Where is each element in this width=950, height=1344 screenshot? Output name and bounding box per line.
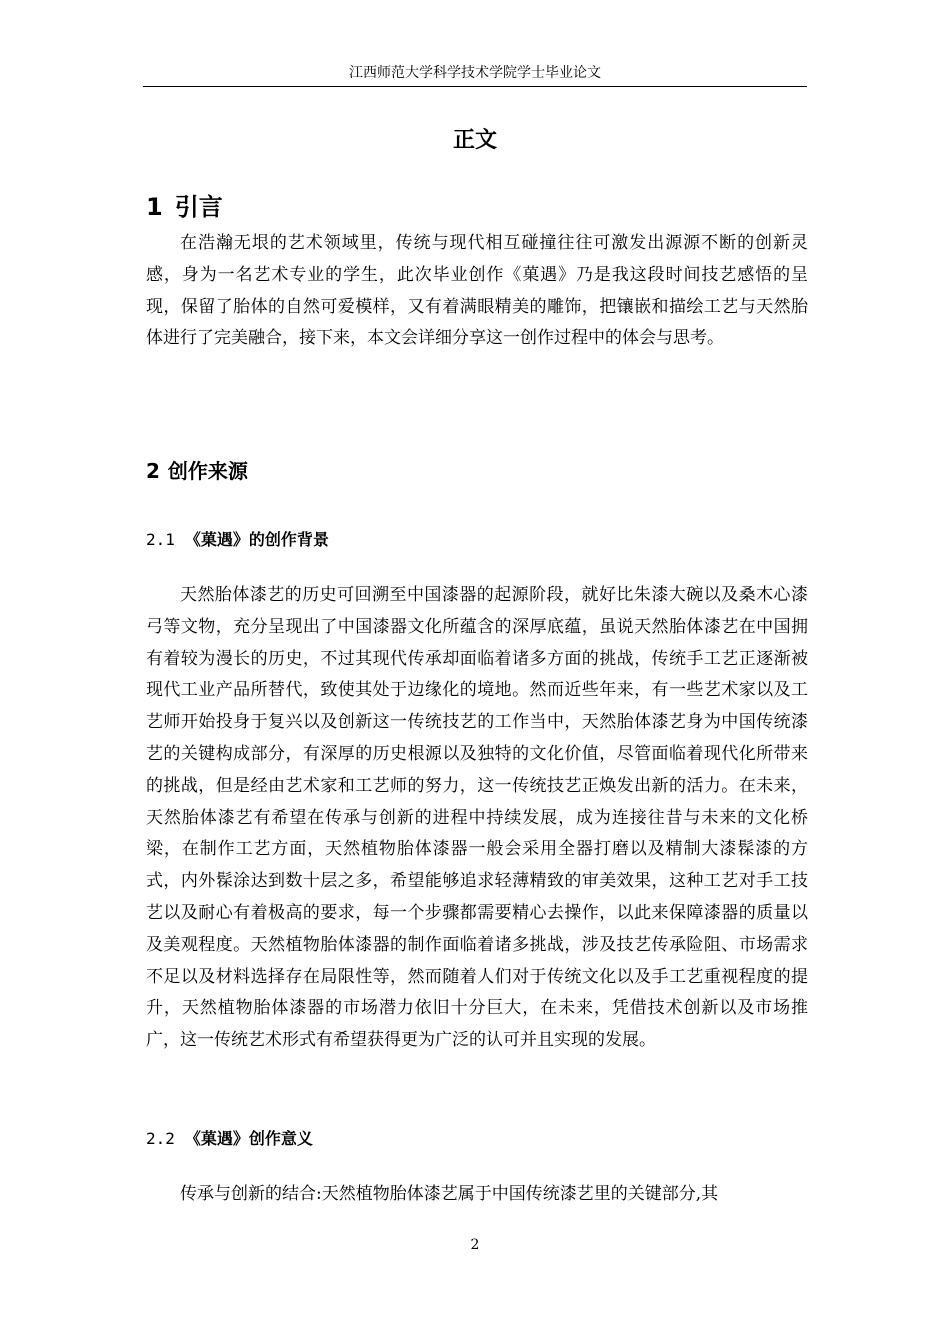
subsection-heading-2-2 — [146, 1127, 313, 1151]
body-paragraph-background: 天然胎体漆艺的历史可回溯至中国漆器的起源阶段，就好比朱漆大碗以及桑木心漆弓等文物，充分呈现出了中国漆器文化所蕴含的深厚底蕴，虽说天然胎体漆艺在中国拥有着较为漫长的历史，不过其现代传承却面临着诸多方面的挑战，传统手工艺正逐渐被现代工业产品所替代，致使其处于边缘化的境地。然而近些年来，有一些艺术家以及工艺师开始投身于复兴以及创新这一传统技艺的工作当中，天然胎体漆艺身为中国传统漆艺的关键构成部分，有深厚的历史根源以及独特的文化价值，尽管面临着现代化所带来的挑战，但是经由艺术家和工艺师的努力，这一传统技艺正焕发出新的活力。在未来，天然胎体漆艺有希望在传承与创新的进程中持续发展，成为连接往昔与未来的文化桥梁，在制作工艺方面，天然植物胎体漆器一般会采用全器打磨以及精制大漆髹漆的方式，内外髹涂达到数十层之多，希望能够追求轻薄精致的审美效果，这种工艺对手工技艺以及耐心有着极高的要求，每一个步骤都需要精心去操作，以此来保障漆器的质量以及美观程度。天然植物胎体漆器的制作面临着诸多挑战，涉及技艺传承险阻、市场需求不足以及材料选择存在局限性等，然而随着人们对于传统文化以及手工艺重视程度的提升，天然植物胎体漆器的市场潜力依旧十分巨大，在未来，凭借技术创新以及市场推广，这一传统艺术形式有希望获得更为广泛的认可并且实现的发展。 — [146, 585, 808, 1051]
subsection-heading-2-1 — [146, 528, 329, 552]
subsection-title: 《菓遇》的创作背景 — [184, 530, 329, 549]
section-title: 引言 — [174, 193, 223, 221]
running-header: 江西师范大学科学技术学院学士毕业论文 — [349, 65, 601, 81]
subsection-number: 2.2 — [146, 1129, 175, 1148]
subsection-number: 2.1 — [146, 530, 175, 549]
header-rule — [143, 86, 807, 87]
section-number: 2 — [146, 459, 160, 483]
body-paragraph-significance: 传承与创新的结合:天然植物胎体漆艺属于中国传统漆艺里的关键部分,其 — [180, 1184, 719, 1204]
subsection-title: 《菓遇》创作意义 — [184, 1129, 313, 1148]
page-title: 正文 — [452, 128, 497, 153]
section-number: 1 — [146, 193, 163, 221]
body-paragraph-intro: 在浩瀚无垠的艺术领域里，传统与现代相互碰撞往往可激发出源源不断的创新灵感，身为一名艺术专业的学生，此次毕业创作《菓遇》乃是我这段时间技艺感悟的呈现，保留了胎体的自然可爱模样，又有着满眼精美的雕饰，把镶嵌和描绘工艺与天然胎体进行了完美融合，接下来，本文会详细分享这一创作过程中的体会与思考。 — [146, 233, 808, 349]
section-title: 创作来源 — [167, 459, 248, 483]
section-heading-2 — [146, 456, 248, 486]
section-heading-1 — [146, 191, 223, 223]
page-number: 2 — [470, 1237, 480, 1253]
